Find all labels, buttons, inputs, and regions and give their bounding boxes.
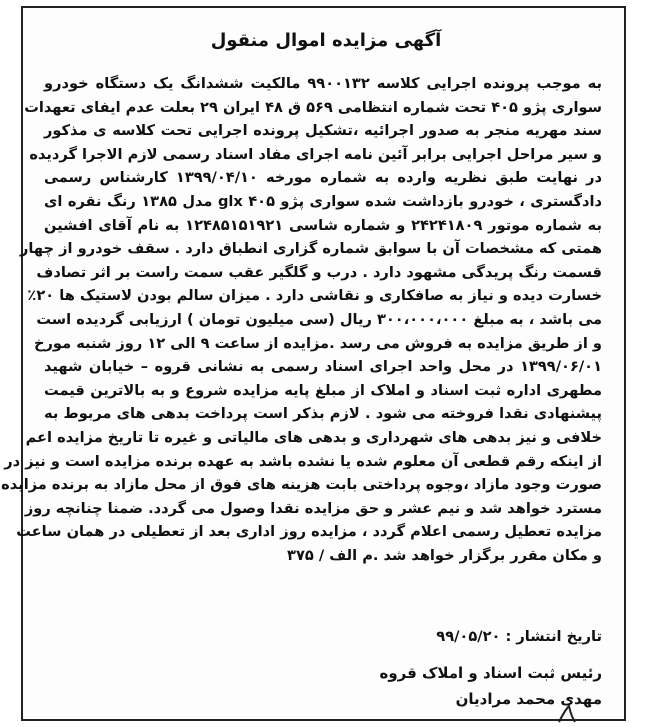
signatory-role: رئیس ثبت اسناد و املاک قروه <box>379 664 602 682</box>
body-line: همتی که مشخصات آن با سوابق شماره گزاری انطباق دارد . سقف خودرو از چهار <box>20 240 602 258</box>
body-line: در نهایت طبق نظریه وارده به شماره مورخه ۱۳۹۹/۰۴/۱۰ کارشناس رسمی <box>44 169 602 187</box>
body-line: به شماره موتور ۲۴۲۴۱۸۰۹ و شماره شاسی ۱۲۴۸۵۱۵۱۹۲۱ به نام آقای افشین <box>44 216 602 234</box>
body-line: می باشد ، به مبلغ ۳۰۰،۰۰۰،۰۰۰ ریال (سی میلیون تومان ) ارزیابی گردیده است <box>36 310 602 328</box>
body-line: مطهری اداره ثبت اسناد و املاک از مبلغ پایه مزایده شروع و به بالاترین قیمت <box>44 381 602 399</box>
signatory-name: مهدی محمد مرادیان <box>455 690 602 708</box>
body-line: خلافی و نیز بدهی های شهرداری و بدهی های مالیاتی و غیره تا تاریخ مزایده اعم <box>25 428 602 446</box>
body-line: سواری پژو ۴۰۵ تحت شماره انتظامی ۵۶۹ ق ۴۸ ایران ۲۹ بعلت عدم ایفای تعهدات <box>24 98 602 116</box>
body-line: به موجب پرونده اجرایی کلاسه ۹۹۰۰۱۳۲ مالکیت ششدانگ یک دستگاه خودرو <box>44 75 603 92</box>
notice-body <box>1 72 603 567</box>
pen-mark-icon <box>555 704 579 724</box>
body-line: سند مهریه منجر به صدور اجرائیه ،تشکیل پرونده اجرایی تحت کلاسه ی مذکور <box>44 122 602 140</box>
notice-title: آگهی مزایده اموال منقول <box>210 30 442 51</box>
body-line: صورت وجود مازاد ،وجوه پرداختی بابت هزینه های فوق از محل مازاد به برنده مزایده <box>1 476 602 494</box>
publication-date: تاریخ انتشار : ۹۹/۰۵/۲۰ <box>436 628 602 645</box>
body-line: دادگستری ، خودرو بازداشت شده سواری پژو glx ۴۰۵ مدل ۱۳۸۵ رنگ نقره ای <box>44 192 603 210</box>
body-line: ۱۳۹۹/۰۶/۰۱ در محل واحد اجرای اسناد رسمی به نشانی قروه – خیابان شهید <box>44 358 602 376</box>
body-line: خسارت دیده و نیاز به صافکاری و نقاشی دارد . میزان سالم بودن لاستیک ها ۲۰٪ <box>27 287 602 305</box>
body-line: قسمت رنگ پریدگی مشهود دارد . درب و گلگیر عقب سمت راست بر اثر تصادف <box>36 263 602 281</box>
body-line: پیشنهادی نقدا فروخته می شود . لازم بذکر است پرداخت بدهی های مربوط به <box>44 405 602 423</box>
body-line-last: و مکان مقرر برگزار خواهد شد .م الف / ۳۷۵ <box>287 546 602 564</box>
body-line: و سیر مراحل اجرایی برابر آئین نامه اجرای مفاد اسناد رسمی لازم الاجرا گردیده <box>29 145 602 163</box>
body-line: مسترد خواهد شد و نیم عشر و حق مزایده نقدا وصول می گردد. ضمنا چنانچه روز <box>24 499 602 517</box>
body-line: از اینکه رقم قطعی آن معلوم شده یا نشده باشد به عهده برنده مزایده است و نیز در <box>4 452 602 470</box>
body-line: و از طریق مزایده به فروش می رسد .مزایده از ساعت ۹ الی ۱۲ روز شنبه مورخ <box>34 334 602 352</box>
body-line: مزایده تعطیل رسمی اعلام گردد ، مزایده روز اداری بعد از تعطیلی در همان ساعت <box>16 523 602 541</box>
